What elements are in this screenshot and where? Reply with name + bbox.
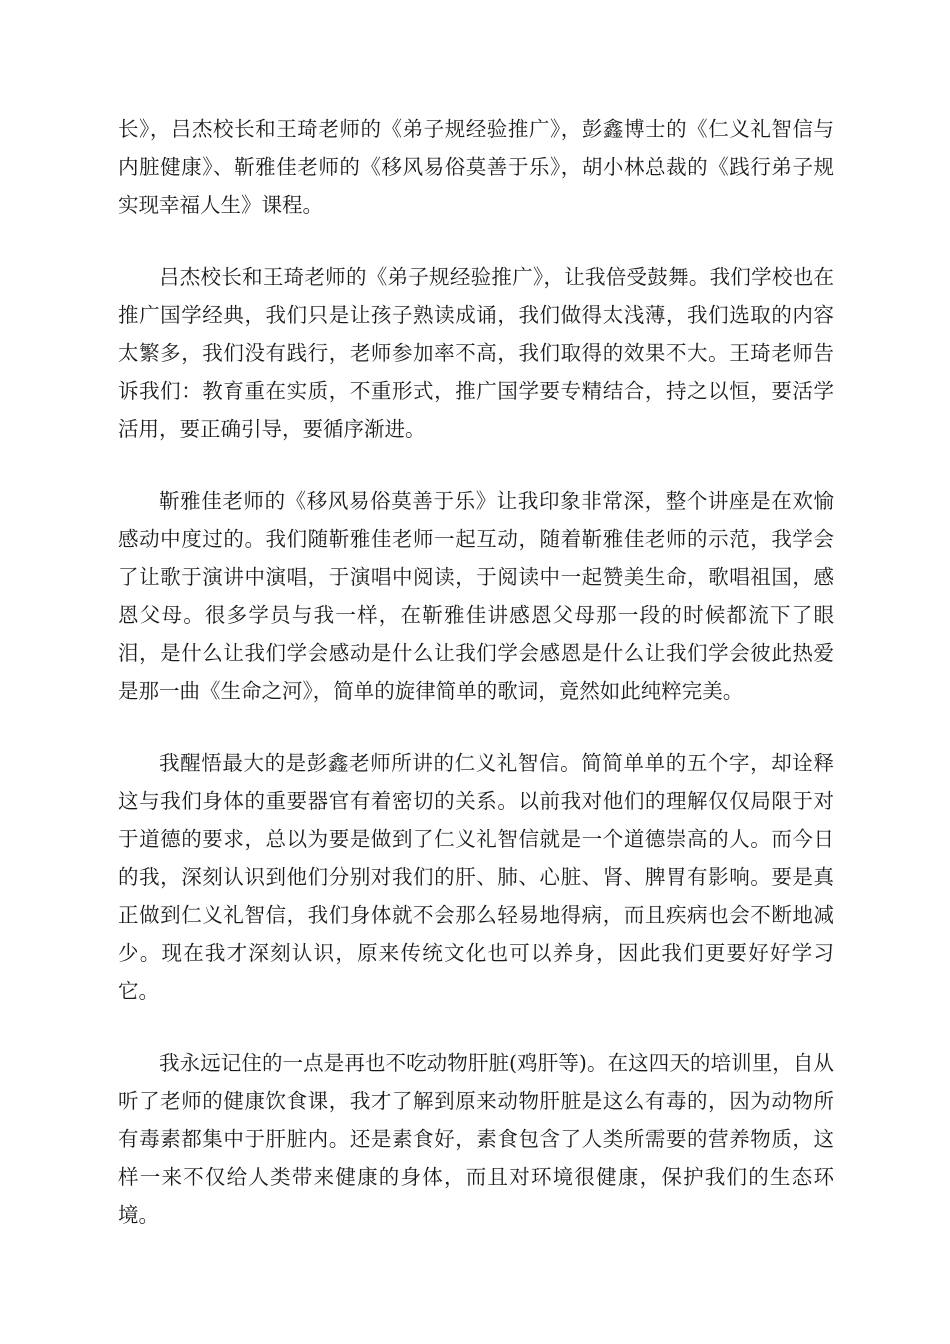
paragraph-dizigui-promotion: 吕杰校长和王琦老师的《弟子规经验推广》，让我倍受鼓舞。我们学校也在推广国学经典，我们只是让孩子熟读成诵，我们做得太浅薄，我们选取的内容太繁多，我们没有践行，老师参加率不高，我们取得的效果不大。王琦老师告诉我们：教育重在实质，不重形式，推广国学要专精结合，持之以恒，要活学活用，要正确引导，要循序渐进。 [118, 265, 834, 441]
paragraph-music-lecture: 靳雅佳老师的《移风易俗莫善于乐》让我印象非常深，整个讲座是在欢愉感动中度过的。我们随靳雅佳老师一起互动，随着靳雅佳老师的示范，我学会了让歌于演讲中演唱，于演唱中阅读，于阅读中一起赞美生命，歌唱祖国，感恩父母。很多学员与我一样，在靳雅佳讲感恩父母那一段的时候都流下了眼泪，是什么让我们学会感动是什么让我们学会感恩是什么让我们学会彼此热爱是那一曲《生命之河》，简单的旋律简单的歌词，竟然如此纯粹完美。 [118, 489, 834, 703]
paragraph-healthy-diet: 我永远记住的一点是再也不吃动物肝脏(鸡肝等)。在这四天的培训里，自从听了老师的健康饮食课，我才了解到原来动物肝脏是这么有毒的，因为动物所有毒素都集中于肝脏内。还是素食好，素食包含了人类所需要的营养物质，这样一来不仅给人类带来健康的身体，而且对环境很健康，保护我们的生态环境。 [118, 1051, 834, 1227]
document-page [118, 110, 834, 1268]
paragraph-course-list: 长》，吕杰校长和王琦老师的《弟子规经验推广》，彭鑫博士的《仁义礼智信与内脏健康》、靳雅佳老师的《移风易俗莫善于乐》，胡小林总裁的《践行弟子规实现幸福人生》课程。 [118, 117, 834, 217]
paragraph-five-virtues: 我醒悟最大的是彭鑫老师所讲的仁义礼智信。简简单单的五个字，却诠释这与我们身体的重要器官有着密切的关系。以前我对他们的理解仅仅局限于对于道德的要求，总以为要是做到了仁义礼智信就是一个道德崇高的人。而今日的我，深刻认识到他们分别对我们的肝、肺、心脏、肾、脾胃有影响。要是真正做到仁义礼智信，我们身体就不会那么轻易地得病，而且疾病也会不断地减少。现在我才深刻认识，原来传统文化也可以养身，因此我们更要好好学习它。 [118, 751, 834, 1003]
